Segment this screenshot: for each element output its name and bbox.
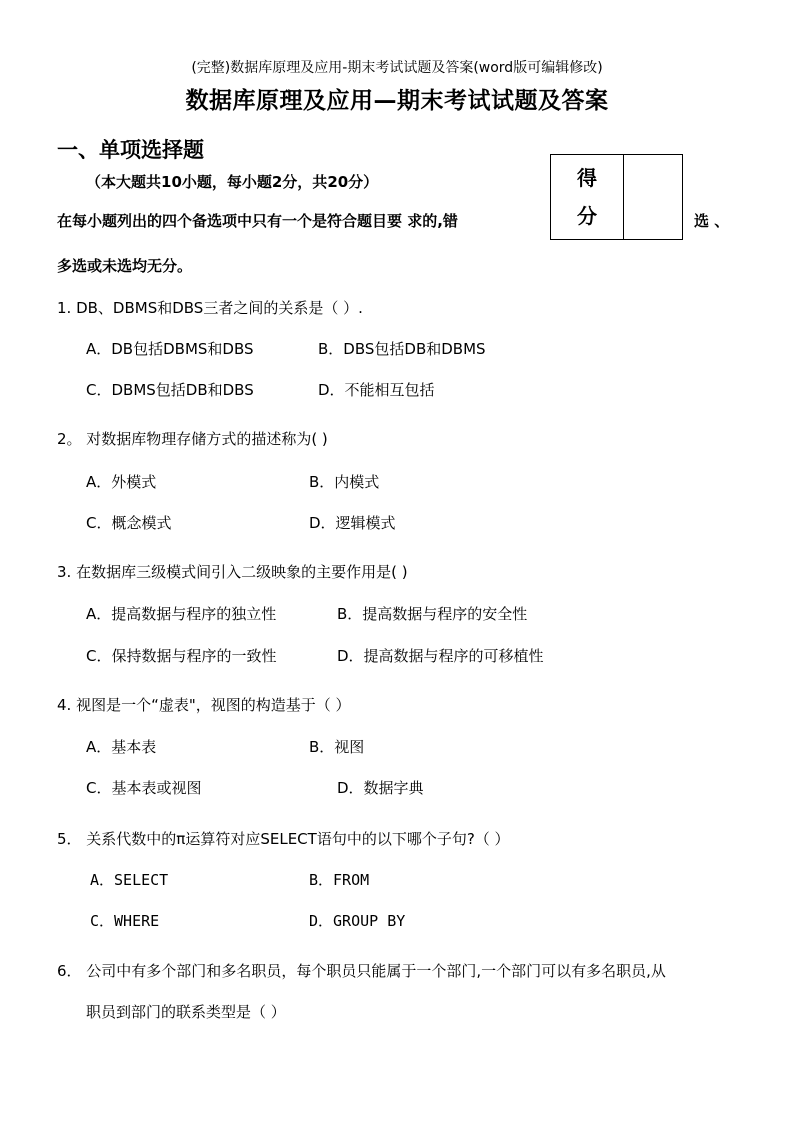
question-4-option-b[interactable]: B．视图 (309, 738, 365, 756)
question-4-stem: 4. 视图是一个“虚表"，视图的构造基于（ ） (57, 696, 351, 714)
instruction-line-1: 在每小题列出的四个备选项中只有一个是符合题目要 求的,错 (57, 212, 458, 230)
question-3-option-b[interactable]: B．提高数据与程序的安全性 (337, 605, 528, 623)
score-label (551, 155, 624, 240)
question-3-option-a[interactable]: A．提高数据与程序的独立性 (86, 605, 277, 623)
score-label-top: 得 (577, 166, 597, 190)
question-5-option-c[interactable]: C．WHERE (90, 912, 160, 930)
question-6-stem: 6． 公司中有多个部门和多名职员，每个职员只能属于一个部门,一个部门可以有多名职员,从 (57, 962, 666, 980)
question-5-option-a[interactable]: A．SELECT (90, 871, 169, 889)
question-3-option-c[interactable]: C．保持数据与程序的一致性 (86, 647, 277, 665)
document-title: 数据库原理及应用—期末考试试题及答案 (185, 88, 609, 114)
question-4-option-c[interactable]: C．基本表或视图 (86, 779, 202, 797)
question-3-option-d[interactable]: D．提高数据与程序的可移植性 (337, 647, 544, 665)
question-4-option-d[interactable]: D．数据字典 (337, 779, 424, 797)
question-1-option-b[interactable]: B．DBS包括DB和DBMS (318, 340, 486, 358)
question-6-stem-line-2: 职员到部门的联系类型是（ ） (86, 1003, 286, 1021)
question-1-option-d[interactable]: D．不能相互包括 (318, 381, 435, 399)
question-5-stem: 5． 关系代数中的π运算符对应SELECT语句中的以下哪个子句?（ ） (57, 830, 510, 848)
section-subnote: （本大题共10小题，每小题2分，共20分） (86, 173, 379, 191)
score-entry-cell[interactable] (624, 155, 683, 240)
question-5-option-b[interactable]: B．FROM (309, 871, 370, 889)
question-2-stem: 2。 对数据库物理存储方式的描述称为( ) (57, 430, 328, 448)
question-2-option-c[interactable]: C．概念模式 (86, 514, 172, 532)
question-2-option-a[interactable]: A．外模式 (86, 473, 157, 491)
question-5-option-d[interactable]: D．GROUP BY (309, 912, 406, 930)
instruction-line-2: 多选或未选均无分。 (57, 257, 193, 275)
question-4-option-a[interactable]: A．基本表 (86, 738, 157, 756)
question-1-stem: 1. DB、DBMS和DBS三者之间的关系是（ ）. (57, 299, 363, 317)
section-heading: 一、单项选择题 (57, 138, 204, 162)
question-2-option-b[interactable]: B．内模式 (309, 473, 380, 491)
question-3-stem: 3. 在数据库三级模式间引入二级映象的主要作用是( ) (57, 563, 408, 581)
score-box (550, 154, 683, 240)
question-1-option-c[interactable]: C．DBMS包括DB和DBS (86, 381, 254, 399)
instruction-tail: 选 、 (694, 212, 730, 230)
score-label-bottom: 分 (577, 204, 597, 228)
question-2-option-d[interactable]: D．逻辑模式 (309, 514, 396, 532)
question-1-option-a[interactable]: A．DB包括DBMS和DBS (86, 340, 254, 358)
document-header: (完整)数据库原理及应用-期末考试试题及答案(word版可编辑修改) (191, 60, 603, 76)
